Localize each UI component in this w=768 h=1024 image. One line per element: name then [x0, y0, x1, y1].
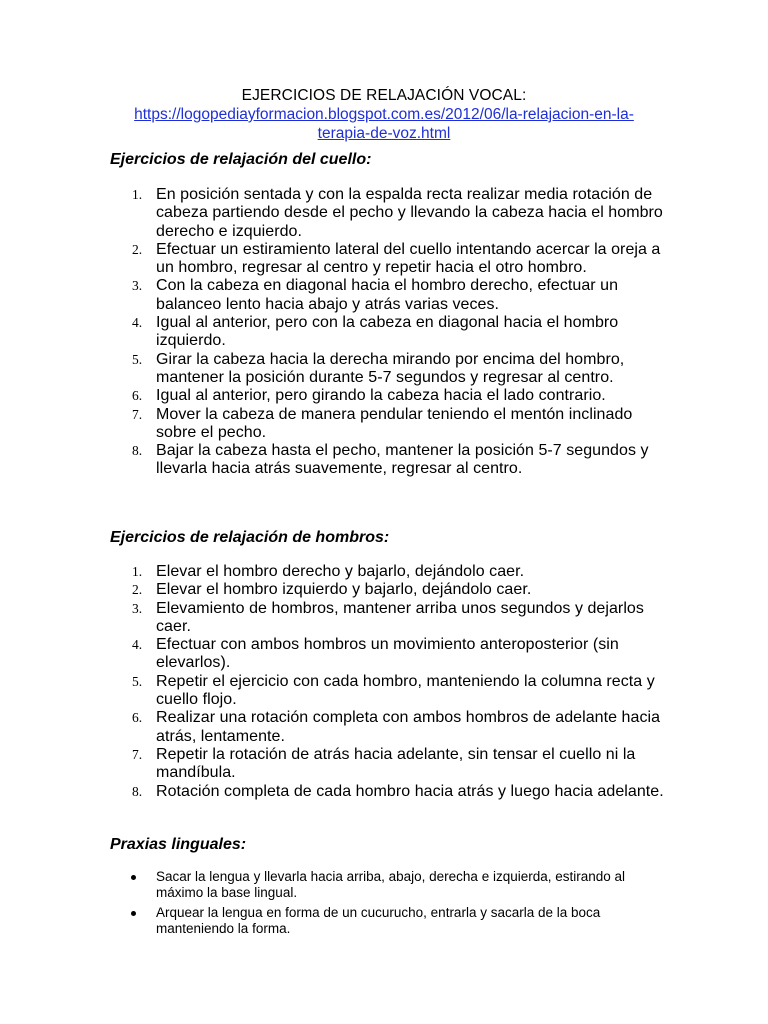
item-text: Repetir la rotación de atrás hacia adelante, sin tensar el cuello ni la mandíbula.	[156, 745, 636, 782]
item-text: Rotación completa de cada hombro hacia atrás y luego hacia adelante.	[156, 782, 664, 800]
item-number: 2.	[132, 241, 143, 257]
bullet-icon	[131, 875, 136, 880]
list-item	[110, 905, 670, 937]
list-item	[110, 241, 670, 278]
item-text: Igual al anterior, pero con la cabeza en diagonal hacia el hombro izquierdo.	[156, 314, 619, 350]
list-item	[110, 563, 670, 581]
list-item	[110, 783, 670, 801]
list-item	[110, 600, 670, 637]
list-item	[110, 351, 670, 388]
list-item	[110, 387, 670, 405]
item-number: 7.	[132, 406, 143, 422]
lingual-praxis-list	[110, 869, 670, 941]
item-number: 8.	[132, 783, 143, 799]
item-number: 3.	[132, 278, 143, 294]
item-number: 4.	[132, 637, 143, 653]
item-text: Arquear la lengua en forma de un cucurucho, entrarla y sacarla de la boca manteniendo la forma.	[156, 905, 601, 936]
item-number: 6.	[132, 710, 143, 726]
list-item	[110, 709, 670, 746]
item-number: 3.	[132, 600, 143, 616]
item-text: Mover la cabeza de manera pendular teniendo el mentón inclinado sobre el pecho.	[156, 405, 633, 441]
item-number: 2.	[132, 582, 143, 598]
item-number: 5.	[132, 673, 143, 689]
list-item	[110, 277, 670, 314]
item-text: Repetir el ejercicio con cada hombro, manteniendo la columna recta y cuello flojo.	[156, 672, 655, 709]
list-item	[110, 636, 670, 673]
item-number: 7.	[132, 746, 143, 762]
item-number: 1.	[132, 564, 143, 579]
list-item	[110, 673, 670, 710]
list-item	[110, 746, 670, 783]
section-heading-neck: Ejercicios de relajación del cuello:	[110, 151, 372, 168]
source-link[interactable]: https://logopediayformacion.blogspot.com.es/2012/06/la-relajacion-en-la-terapia-de-voz.html	[134, 106, 634, 142]
item-text: Bajar la cabeza hasta el pecho, mantener la posición 5-7 segundos y llevarla hacia atrás suavemente, regresar al centro.	[156, 442, 649, 478]
item-number: 8.	[132, 443, 143, 459]
section-heading-shoulders: Ejercicios de relajación de hombros:	[110, 529, 390, 546]
list-item	[110, 186, 670, 241]
item-text: Elevar el hombro derecho y bajarlo, dejándolo caer.	[156, 563, 525, 580]
item-number: 4.	[132, 315, 143, 331]
item-text: Girar la cabeza hacia la derecha mirando por encima del hombro, mantener la posición durante 5-7 segundos y regresar al centro.	[156, 350, 625, 386]
bullet-icon	[131, 911, 136, 916]
item-number: 1.	[132, 187, 143, 202]
item-number: 6.	[132, 388, 143, 404]
item-text: En posición sentada y con la espalda recta realizar media rotación de cabeza partiendo desde el pecho y llevando la cabeza hacia el hombro derecho e izquierdo.	[156, 186, 663, 240]
item-text: Efectuar con ambos hombros un movimiento anteroposterior (sin elevarlos).	[156, 636, 619, 672]
list-item	[110, 442, 670, 479]
item-text: Con la cabeza en diagonal hacia el hombro derecho, efectuar un balanceo lento hacia abajo y atrás varias veces.	[156, 277, 619, 313]
list-item	[110, 314, 670, 351]
item-text: Elevamiento de hombros, mantener arriba unos segundos y dejarlos caer.	[156, 599, 644, 635]
item-text: Realizar una rotación completa con ambos hombros de adelante hacia atrás, lentamente.	[156, 709, 661, 745]
section-heading-lingual: Praxias linguales:	[110, 836, 247, 853]
item-text: Elevar el hombro izquierdo y bajarlo, dejándolo caer.	[156, 581, 532, 599]
item-text: Efectuar un estiramiento lateral del cuello intentando acercar la oreja a un hombro, regresar al centro y repetir hacia el otro hombro.	[156, 240, 661, 277]
document-title: EJERCICIOS DE RELAJACIÓN VOCAL:	[241, 87, 527, 104]
item-text: Igual al anterior, pero girando la cabeza hacia el lado contrario.	[156, 387, 606, 405]
list-item	[110, 581, 670, 599]
item-number: 5.	[132, 351, 143, 367]
shoulder-exercises-list	[110, 563, 670, 801]
neck-exercises-list	[110, 186, 670, 479]
list-item	[110, 869, 670, 901]
item-text: Sacar la lengua y llevarla hacia arriba, abajo, derecha e izquierda, estirando al máximo la base lingual.	[156, 869, 626, 900]
list-item	[110, 406, 670, 443]
